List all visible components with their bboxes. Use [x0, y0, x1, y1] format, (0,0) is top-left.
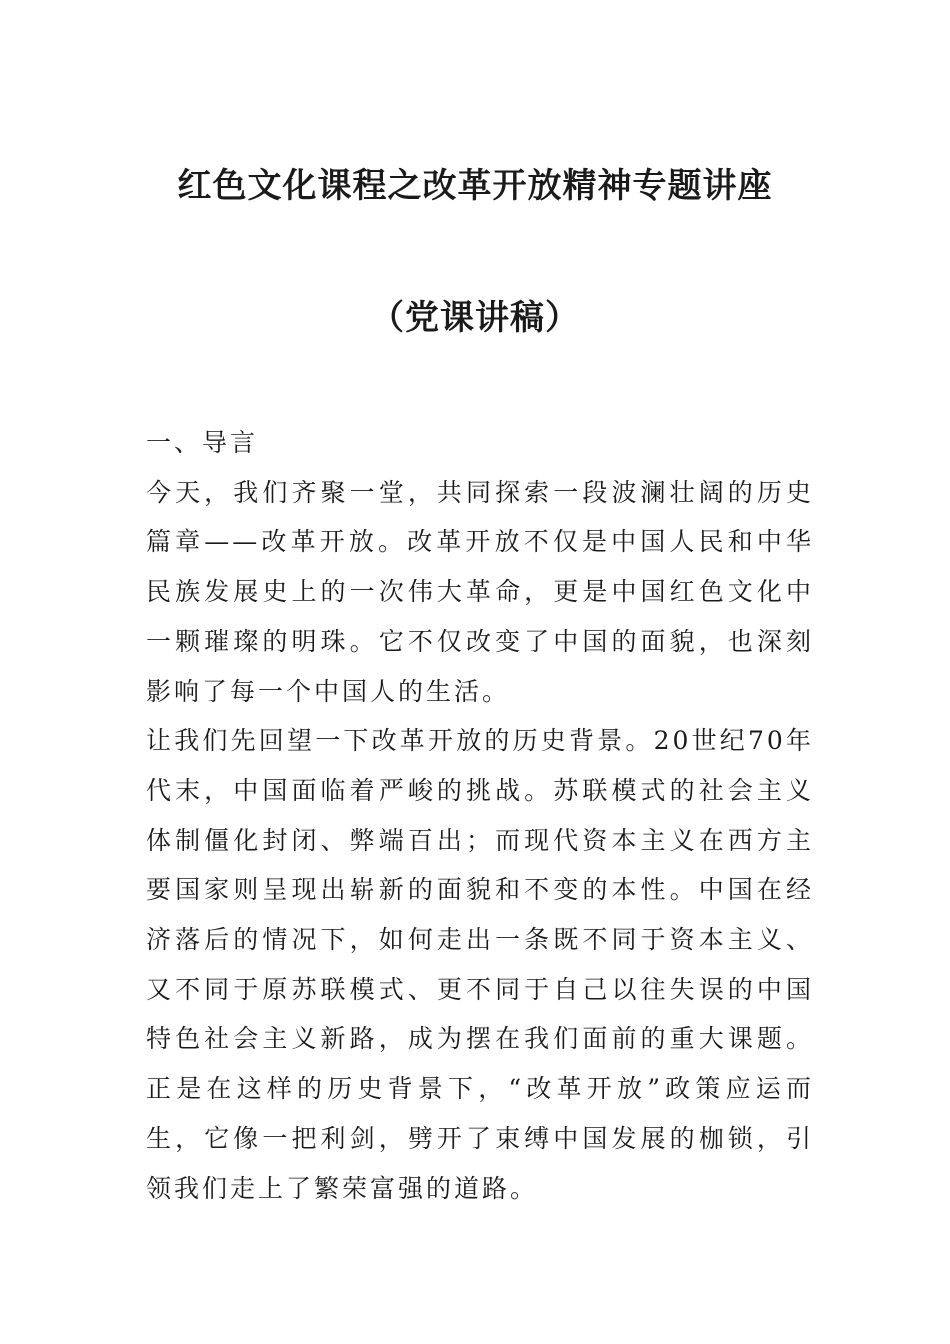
section-heading: 一、导言 [146, 428, 259, 457]
paragraph-intro: 今天，我们齐聚一堂，共同探索一段波澜壮阔的历史篇章——改革开放。改革开放不仅是中国人民和中华民族发展史上的一次伟大革命，更是中国红色文化中一颗璀璨的明珠。它不仅改变了中国的面貌，也深刻影响了每一个中国人的生活。 [146, 477, 814, 706]
document-body [146, 418, 814, 1213]
document-subtitle: （党课讲稿） [370, 298, 580, 338]
document-title: 红色文化课程之改革开放精神专题讲座 [177, 166, 773, 206]
paragraph-background: 让我们先回望一下改革开放的历史背景。20世纪70年代末，中国面临着严峻的挑战。苏联模式的社会主义体制僵化封闭、弊端百出；而现代资本主义在西方主要国家则呈现出崭新的面貌和不变的本性。中国在经济落后的情况下，如何走出一条既不同于资本主义、又不同于原苏联模式、更不同于自己以往失误的中国特色社会主义新路，成为摆在我们面前的重大课题。正是在这样的历史背景下，“改革开放”政策应运而生，它像一把利剑，劈开了束缚中国发展的枷锁，引领我们走上了繁荣富强的道路。 [146, 726, 814, 1203]
